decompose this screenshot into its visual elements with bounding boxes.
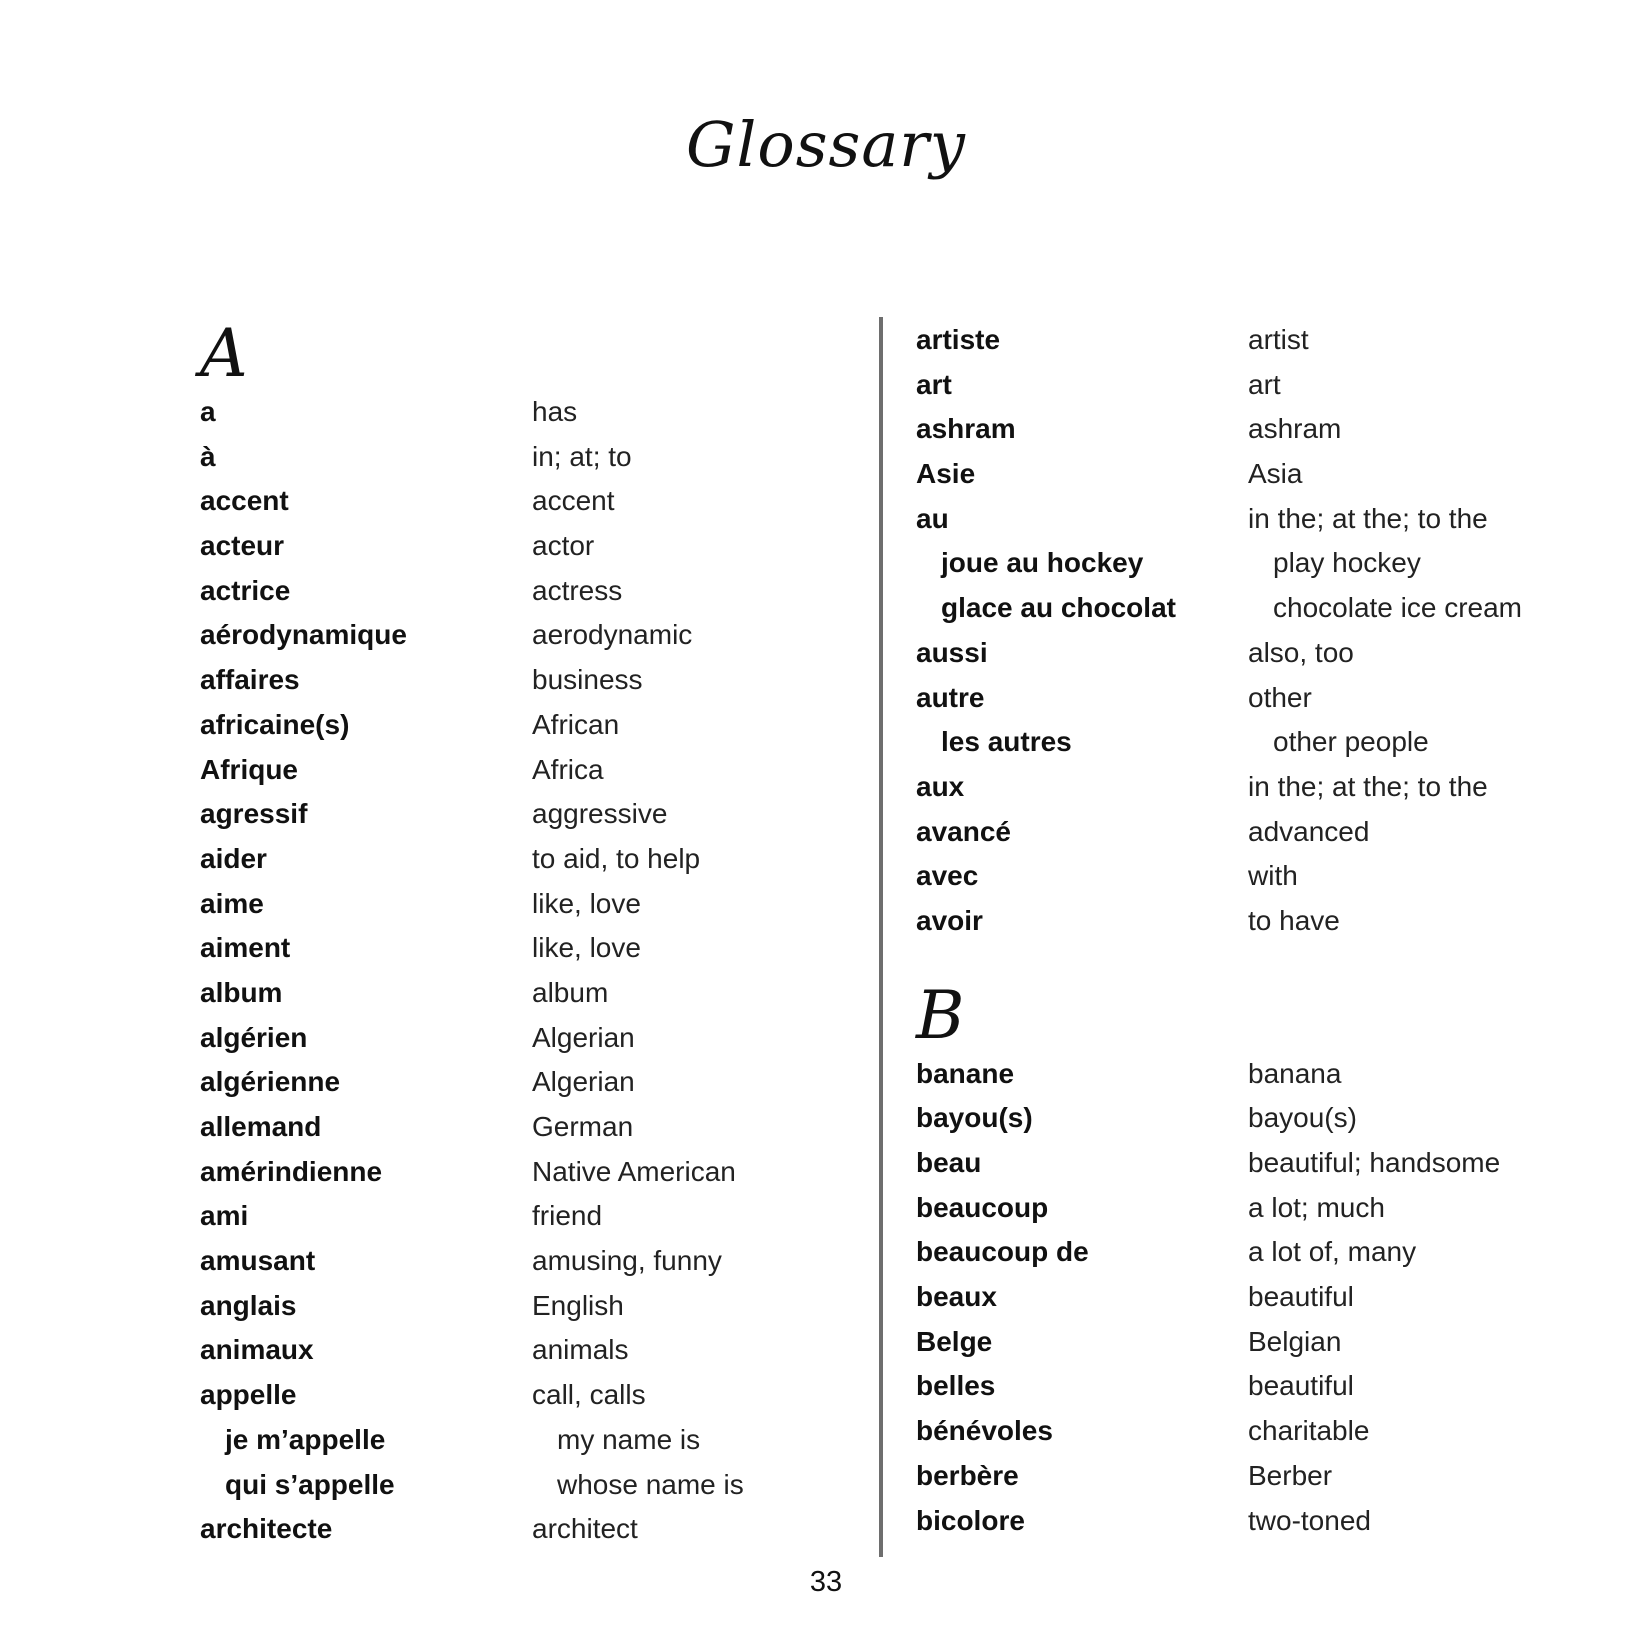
glossary-entry bbox=[200, 882, 840, 927]
entry-term: beaux bbox=[916, 1281, 997, 1313]
entry-definition: a lot of, many bbox=[1248, 1236, 1417, 1268]
entry-term: anglais bbox=[200, 1289, 297, 1321]
entry-term: beaucoup bbox=[916, 1191, 1049, 1223]
entry-definition: play hockey bbox=[1273, 547, 1421, 579]
glossary-entry bbox=[916, 899, 1576, 944]
entry-definition: bayou(s) bbox=[1248, 1102, 1357, 1134]
entry-definition: a lot; much bbox=[1248, 1191, 1385, 1223]
entry-definition: art bbox=[1248, 368, 1281, 400]
entry-term: appelle bbox=[200, 1379, 297, 1411]
entry-definition: charitable bbox=[1248, 1415, 1370, 1447]
glossary-subentry bbox=[200, 1463, 840, 1508]
entry-definition: Belgian bbox=[1248, 1325, 1342, 1357]
entry-term: acteur bbox=[200, 530, 285, 562]
entry-definition: with bbox=[1248, 860, 1298, 892]
entry-term: avancé bbox=[916, 815, 1011, 847]
glossary-entry bbox=[200, 569, 840, 614]
entry-definition: other bbox=[1248, 681, 1312, 713]
glossary-entry bbox=[916, 452, 1576, 497]
glossary-entry bbox=[200, 613, 840, 658]
entry-definition: aggressive bbox=[532, 798, 668, 830]
entry-definition: beautiful; handsome bbox=[1248, 1147, 1501, 1178]
glossary-subentry bbox=[916, 541, 1576, 586]
glossary-entry bbox=[200, 1507, 840, 1552]
page-title: Glossary bbox=[686, 108, 966, 181]
entry-term: berbère bbox=[916, 1459, 1019, 1491]
entry-definition: actress bbox=[532, 574, 623, 606]
entry-definition: accent bbox=[532, 485, 615, 517]
glossary-entry bbox=[200, 1060, 840, 1105]
entry-definition: animals bbox=[532, 1334, 629, 1366]
entry-definition: Algerian bbox=[532, 1066, 635, 1098]
entry-definition: to have bbox=[1248, 904, 1340, 936]
glossary-subentry bbox=[916, 720, 1576, 765]
entry-definition: in the; at the; to the bbox=[1248, 502, 1488, 534]
entry-term: banane bbox=[916, 1057, 1015, 1089]
entry-term: aux bbox=[916, 770, 965, 802]
glossary-entry bbox=[916, 1320, 1576, 1365]
glossary-entry bbox=[916, 765, 1576, 810]
entry-term: Afrique bbox=[200, 753, 298, 785]
entry-definition: beautiful bbox=[1248, 1281, 1354, 1313]
entry-definition: album bbox=[532, 976, 609, 1008]
glossary-entry bbox=[200, 748, 840, 793]
entry-term: beau bbox=[916, 1147, 982, 1178]
entry-term: au bbox=[916, 502, 949, 534]
entry-term: belles bbox=[916, 1370, 996, 1402]
entry-definition: whose name is bbox=[557, 1468, 744, 1500]
entry-term: amusant bbox=[200, 1245, 316, 1277]
glossary-entry bbox=[916, 318, 1576, 363]
entry-definition: Berber bbox=[1248, 1459, 1333, 1491]
entry-definition: artist bbox=[1248, 324, 1309, 355]
glossary-entry bbox=[916, 676, 1576, 721]
entry-definition: also, too bbox=[1248, 636, 1354, 668]
entry-term: avec bbox=[916, 860, 979, 892]
entry-term: aérodynamique bbox=[200, 619, 407, 651]
glossary-entry bbox=[200, 837, 840, 882]
glossary-entry bbox=[200, 1284, 840, 1329]
entry-term: africaine(s) bbox=[200, 708, 350, 740]
entry-term: bénévoles bbox=[916, 1415, 1053, 1447]
entry-definition: my name is bbox=[557, 1423, 701, 1455]
entry-term: animaux bbox=[200, 1334, 314, 1366]
entry-definition: two-toned bbox=[1248, 1504, 1371, 1536]
entry-definition: has bbox=[532, 396, 578, 427]
entry-definition: ashram bbox=[1248, 413, 1342, 445]
glossary-entry bbox=[200, 1016, 840, 1061]
entry-term: aiment bbox=[200, 932, 291, 964]
entry-definition: to aid, to help bbox=[532, 842, 701, 874]
entry-term: qui s’appelle bbox=[225, 1468, 395, 1500]
entry-term: a bbox=[200, 396, 216, 427]
glossary-entry bbox=[916, 1499, 1576, 1544]
glossary-entry bbox=[916, 631, 1576, 676]
entry-term: architecte bbox=[200, 1513, 333, 1545]
entry-term: Belge bbox=[916, 1325, 993, 1357]
entry-definition: Asia bbox=[1248, 458, 1303, 490]
entry-term: algérienne bbox=[200, 1066, 341, 1098]
entry-term: art bbox=[916, 368, 952, 400]
glossary-entry bbox=[200, 390, 840, 435]
entry-definition: in; at; to bbox=[532, 440, 632, 472]
glossary-entry bbox=[916, 1230, 1576, 1275]
entry-term: glace au chocolat bbox=[941, 592, 1176, 624]
entry-term: joue au hockey bbox=[941, 547, 1144, 579]
entry-term: avoir bbox=[916, 904, 983, 936]
entry-term: affaires bbox=[200, 664, 300, 696]
column-divider bbox=[879, 317, 883, 1557]
glossary-entry bbox=[916, 1186, 1576, 1231]
glossary-entry bbox=[200, 703, 840, 748]
glossary-subentry bbox=[916, 586, 1576, 631]
entry-definition: in the; at the; to the bbox=[1248, 770, 1488, 802]
section-letter-b: B bbox=[916, 976, 965, 1054]
entry-definition: like, love bbox=[532, 932, 641, 964]
glossary-entry bbox=[916, 1096, 1576, 1141]
glossary-entry bbox=[200, 658, 840, 703]
entry-term: algérien bbox=[200, 1021, 308, 1053]
glossary-entry bbox=[916, 810, 1576, 855]
entry-definition: German bbox=[532, 1111, 634, 1142]
section-letter-a: A bbox=[200, 315, 248, 392]
entry-term: allemand bbox=[200, 1111, 322, 1142]
entry-definition: banana bbox=[1248, 1057, 1342, 1089]
glossary-entry bbox=[200, 1150, 840, 1195]
glossary-entry bbox=[916, 1141, 1576, 1186]
glossary-entry bbox=[200, 1105, 840, 1150]
entry-term: agressif bbox=[200, 798, 308, 830]
glossary-entry bbox=[916, 497, 1576, 542]
entry-definition: other people bbox=[1273, 726, 1429, 758]
entry-definition: beautiful bbox=[1248, 1370, 1354, 1402]
entry-term: je m’appelle bbox=[225, 1423, 386, 1455]
entry-term: aime bbox=[200, 887, 264, 919]
glossary-entry bbox=[200, 1239, 840, 1284]
glossary-entry bbox=[200, 1328, 840, 1373]
glossary-entry bbox=[916, 407, 1576, 452]
entry-term: autre bbox=[916, 681, 985, 713]
glossary-entry bbox=[200, 792, 840, 837]
entry-definition: actor bbox=[532, 530, 595, 562]
glossary-entry bbox=[916, 363, 1576, 408]
glossary-entry bbox=[200, 971, 840, 1016]
glossary-entry bbox=[916, 1409, 1576, 1454]
entry-term: amérindienne bbox=[200, 1155, 383, 1187]
glossary-entry bbox=[200, 1373, 840, 1418]
entry-term: bayou(s) bbox=[916, 1102, 1033, 1134]
glossary-entry bbox=[916, 1364, 1576, 1409]
entry-definition: chocolate ice cream bbox=[1273, 592, 1523, 624]
entry-term: ami bbox=[200, 1200, 249, 1232]
glossary-entry bbox=[916, 1454, 1576, 1499]
entry-definition: business bbox=[532, 664, 643, 696]
entry-definition: call, calls bbox=[532, 1379, 646, 1411]
entry-term: aider bbox=[200, 842, 267, 874]
entry-definition: architect bbox=[532, 1513, 638, 1545]
glossary-entry bbox=[916, 1275, 1576, 1320]
entry-term: les autres bbox=[941, 726, 1072, 758]
entry-term: à bbox=[200, 440, 216, 472]
left-column bbox=[200, 315, 840, 1552]
entry-term: Asie bbox=[916, 458, 976, 490]
glossary-entry bbox=[200, 1194, 840, 1239]
entry-term: ashram bbox=[916, 413, 1016, 445]
entry-definition: friend bbox=[532, 1200, 603, 1232]
entry-definition: advanced bbox=[1248, 815, 1370, 847]
entry-term: bicolore bbox=[916, 1504, 1025, 1536]
glossary-entry bbox=[200, 435, 840, 480]
entry-definition: Algerian bbox=[532, 1021, 635, 1053]
entry-definition: Native American bbox=[532, 1155, 736, 1187]
entry-term: artiste bbox=[916, 324, 1001, 355]
entry-definition: English bbox=[532, 1289, 624, 1321]
glossary-entry bbox=[916, 1052, 1576, 1097]
right-column bbox=[916, 318, 1576, 1543]
glossary-entry bbox=[200, 479, 840, 524]
entry-term: actrice bbox=[200, 574, 291, 606]
entry-term: album bbox=[200, 976, 283, 1008]
entry-definition: amusing, funny bbox=[532, 1245, 722, 1277]
entry-term: aussi bbox=[916, 636, 988, 668]
entry-definition: like, love bbox=[532, 887, 641, 919]
entry-term: accent bbox=[200, 485, 289, 517]
glossary-subentry bbox=[200, 1418, 840, 1463]
glossary-entry bbox=[200, 926, 840, 971]
entry-term: beaucoup de bbox=[916, 1236, 1089, 1268]
glossary-entry bbox=[200, 524, 840, 569]
entry-definition: aerodynamic bbox=[532, 619, 693, 651]
glossary-entry bbox=[916, 854, 1576, 899]
entry-definition: African bbox=[532, 708, 620, 740]
page-number: 33 bbox=[809, 1566, 843, 1598]
entry-definition: Africa bbox=[532, 753, 604, 785]
